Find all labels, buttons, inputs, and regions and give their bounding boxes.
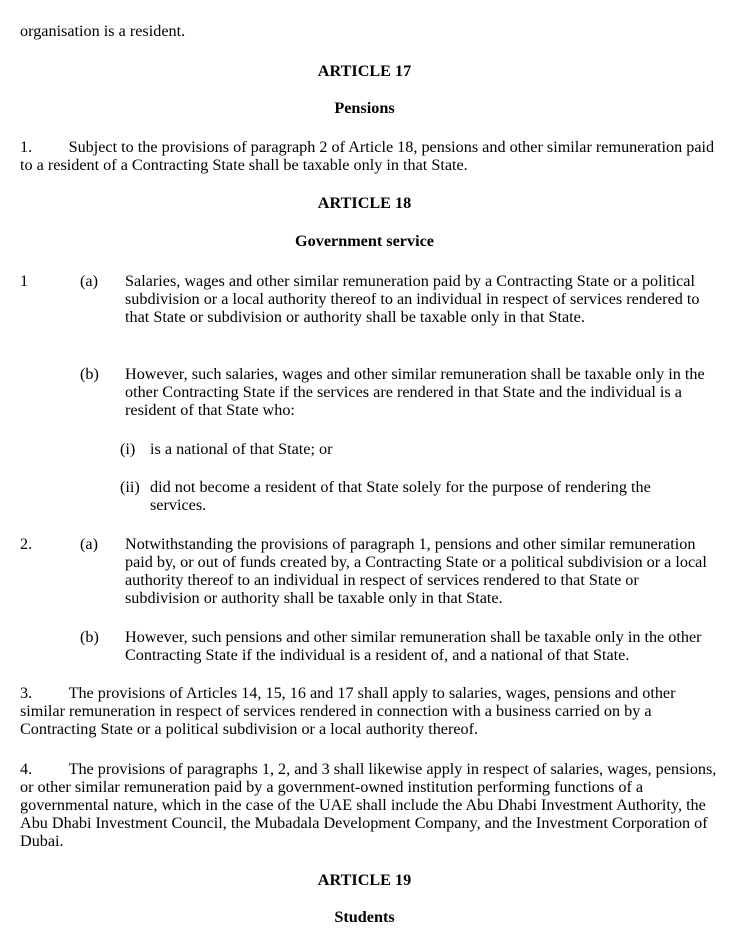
- paragraph-1a-text: Salaries, wages and other similar remuneration paid by a Contracting State or a political subdivision or a local authority thereof to an individual in respect of services rendered to that State or subdivision or authority shall be taxable only in that State.: [125, 272, 700, 326]
- paragraph-1b-ii-label: (ii): [120, 478, 140, 496]
- paragraph-1b-i-label: (i): [120, 440, 136, 458]
- intro-line: organisation is a resident.: [20, 22, 186, 40]
- paragraph-1b-text: However, such salaries, wages and other similar remuneration shall be taxable only in the other Contracting State if the services are rendered in that State and the individual is a resident of that State who:: [125, 365, 705, 419]
- article-18-heading: ARTICLE 18: [317, 194, 412, 212]
- paragraph-3: 3. The provisions of Articles 14, 15, 16 and 17 shall apply to salaries, wages, pensions and other similar remuneration in respect of services rendered in connection with a business carried on by a Contracting State or a political subdivision or a local authority thereof.: [20, 684, 676, 738]
- article-17-paragraph-1: 1. Subject to the provisions of paragraph 2 of Article 18, pensions and other similar remuneration paid to a resident of a Contracting State shall be taxable only in that State.: [20, 138, 715, 174]
- paragraph-1b-ii-text: did not become a resident of that State solely for the purpose of rendering the services.: [150, 478, 651, 514]
- paragraph-2a-label: (a): [80, 535, 98, 553]
- paragraph-2b-text: However, such pensions and other similar remuneration shall be taxable only in the other Contracting State if the individual is a resident of, and a national of that State.: [125, 628, 702, 664]
- paragraph-2-number: 2.: [20, 535, 33, 553]
- paragraph-2b-label: (b): [80, 628, 99, 646]
- paragraph-1b-label: (b): [80, 365, 99, 383]
- paragraph-4: 4. The provisions of paragraphs 1, 2, and 3 shall likewise apply in respect of salaries, wages, pensions, or other similar remuneration paid by a government-owned institution performing functions of a governmental nature, which in the case of the UAE shall include the Abu Dhabi Investment Authority, the Abu Dhabi Investment Council, the Mubadala Development Company, and the Investment Corporation of Dubai.: [20, 760, 717, 850]
- article-17-title: Pensions: [334, 99, 395, 117]
- article-18-title: Government service: [295, 232, 434, 250]
- paragraph-2a-text: Notwithstanding the provisions of paragraph 1, pensions and other similar remuneration paid by, or out of funds created by, a Contracting State or a political subdivision or a local authority thereof to an individual in respect of services rendered to that State or subdivision or authority shall be taxable only in that State.: [125, 535, 707, 607]
- paragraph-1a-label: (a): [80, 272, 98, 290]
- article-19-title: Students: [334, 908, 395, 926]
- article-19-heading: ARTICLE 19: [317, 871, 412, 889]
- paragraph-1-number: 1: [20, 272, 29, 290]
- paragraph-1b-i-text: is a national of that State; or: [150, 440, 333, 458]
- article-17-heading: ARTICLE 17: [317, 62, 412, 80]
